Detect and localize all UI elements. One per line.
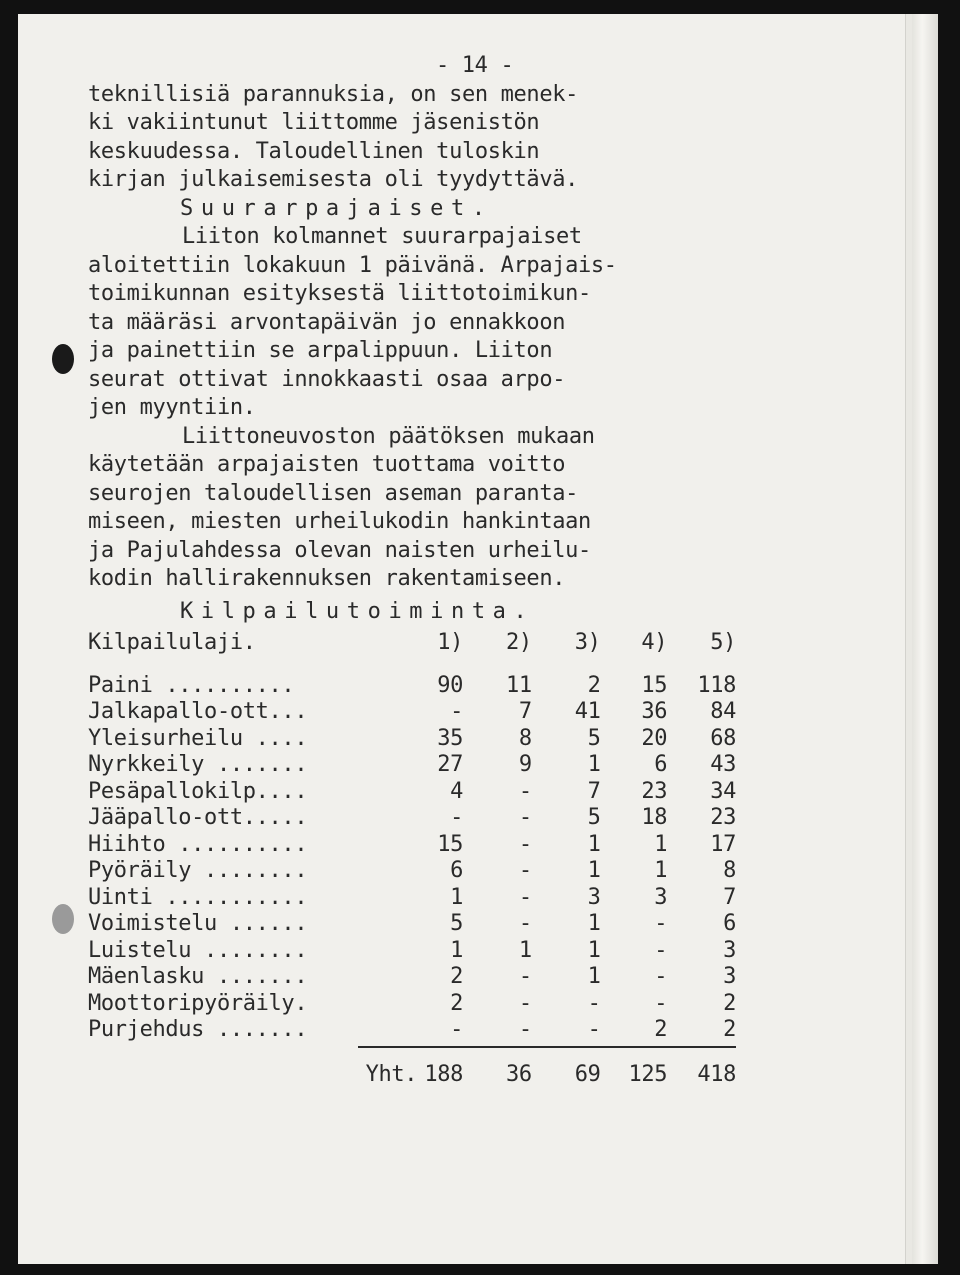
competition-table	[88, 630, 736, 1088]
value-cell: -	[587, 990, 601, 1016]
total-col-4: 125	[628, 1061, 668, 1087]
table-row	[88, 858, 736, 885]
value-cell: 17	[710, 831, 736, 857]
value-cell: 84	[710, 699, 736, 724]
text-line: Liittoneuvoston päätöksen mukaan	[182, 423, 595, 449]
header-col-3: 3)	[574, 630, 601, 655]
value-cell: 3	[654, 884, 668, 910]
table-row	[88, 938, 736, 965]
table-row	[88, 673, 736, 700]
table-row	[88, 911, 736, 938]
punch-hole	[52, 344, 74, 374]
header-col-5: 5)	[710, 630, 736, 655]
value-cell: 8	[723, 858, 736, 883]
table-row	[88, 726, 736, 753]
value-cell: 3	[723, 937, 736, 963]
table-row	[88, 699, 736, 726]
text-line: seurojen taloudellisen aseman paranta-	[88, 480, 579, 506]
value-cell: 18	[641, 805, 668, 830]
value-cell: 23	[641, 778, 668, 804]
table-row	[88, 779, 736, 806]
value-cell: -	[450, 805, 464, 830]
value-cell: 1	[587, 858, 601, 883]
total-col-1: 188	[424, 1061, 464, 1087]
section-heading-suurarpajaiset: Suurarpajaiset.	[180, 195, 493, 221]
value-cell: 5	[587, 725, 601, 751]
value-cell: 2	[450, 964, 464, 989]
header-col-2: 2)	[505, 630, 532, 655]
value-cell: -	[518, 778, 532, 804]
value-cell: 5	[450, 911, 464, 936]
value-cell: 27	[437, 752, 464, 777]
value-cell: 118	[697, 672, 736, 698]
value-cell: 36	[641, 699, 668, 724]
total-col-3: 69	[574, 1061, 601, 1087]
value-cell: 20	[641, 725, 668, 751]
value-cell: 23	[710, 805, 736, 830]
document-page	[18, 14, 938, 1264]
value-cell: -	[654, 911, 668, 936]
value-cell: 2	[723, 990, 736, 1016]
value-cell: 2	[450, 990, 464, 1016]
value-cell: -	[654, 990, 668, 1016]
value-cell: -	[518, 911, 532, 936]
value-cell: 35	[437, 725, 464, 751]
header-label: Kilpailulaji.	[88, 630, 256, 655]
text-line: toimikunnan esityksestä liittotoimikun-	[88, 281, 591, 306]
value-cell: -	[587, 1017, 601, 1042]
text-line: ki vakiintunut liittomme jäsenistön	[88, 110, 540, 135]
sport-name-cell: Voimistelu ......	[88, 911, 308, 936]
sport-name-cell: Jääpallo-ott.....	[88, 805, 308, 830]
value-cell: -	[654, 937, 668, 963]
value-cell: 3	[587, 884, 601, 910]
text-line: aloitettiin lokakuun 1 päivänä. Arpajais-	[88, 252, 617, 278]
table-row	[88, 964, 736, 991]
total-label: Yht.	[365, 1061, 418, 1087]
text-line: kirjan julkaisemisesta oli tyydyttävä.	[88, 167, 579, 192]
table-row	[88, 832, 736, 859]
text-line: ta määräsi arvontapäivän jo ennakkoon	[88, 309, 566, 335]
paatos-paragraph	[88, 423, 736, 594]
intro-paragraph	[88, 81, 736, 195]
value-cell: -	[518, 1017, 532, 1042]
value-cell: 5	[587, 805, 601, 830]
value-cell: 7	[518, 699, 532, 724]
sport-name-cell: Jalkapallo-ott...	[88, 699, 308, 724]
sport-name-cell: Hiihto ..........	[88, 831, 308, 857]
value-cell: -	[518, 990, 532, 1016]
sport-name-cell: Moottoripyöräily.	[88, 990, 308, 1016]
arpajaiset-paragraph	[88, 223, 736, 423]
value-cell: 2	[587, 672, 601, 698]
punch-hole	[52, 904, 74, 934]
table-header-row	[88, 630, 736, 673]
sport-name-cell: Yleisurheilu ....	[88, 725, 308, 751]
text-line: ja painettiin se arpalippuun. Liiton	[88, 338, 553, 363]
value-cell: 9	[518, 752, 532, 777]
text-line: ja Pajulahdessa olevan naisten urheilu-	[88, 537, 591, 563]
page-number: - 14 -	[436, 53, 514, 78]
value-cell: 7	[587, 778, 601, 804]
text-line: käytetään arpajaisten tuottama voitto	[88, 452, 566, 477]
value-cell: -	[518, 858, 532, 883]
value-cell: 90	[437, 672, 464, 698]
table-row	[88, 805, 736, 832]
value-cell: 34	[710, 778, 736, 804]
text-line: kodin hallirakennuksen rakentamiseen.	[88, 566, 566, 591]
sport-name-cell: Paini ..........	[88, 672, 295, 698]
value-cell: 1	[450, 937, 464, 963]
text-line: seurat ottivat innokkaasti osaa arpo-	[88, 366, 566, 392]
value-cell: 1	[654, 831, 668, 857]
value-cell: 1	[587, 752, 601, 777]
text-line: jen myyntiin.	[88, 395, 256, 420]
value-cell: 1	[518, 937, 532, 963]
value-cell: -	[450, 699, 464, 724]
value-cell: -	[450, 1017, 464, 1042]
header-col-1: 1)	[437, 630, 464, 655]
table-row	[88, 885, 736, 912]
sport-name-cell: Pyöräily ........	[88, 858, 308, 883]
value-cell: 4	[450, 778, 464, 804]
page-edge-inner	[905, 14, 912, 1264]
sport-name-cell: Mäenlasku .......	[88, 964, 308, 989]
value-cell: 15	[641, 672, 668, 698]
value-cell: -	[518, 805, 532, 830]
total-col-5: 418	[697, 1061, 736, 1087]
value-cell: 6	[654, 752, 668, 777]
sport-name-cell: Nyrkkeily .......	[88, 752, 308, 777]
value-cell: 68	[710, 725, 736, 751]
table-total-row	[88, 1048, 736, 1089]
sport-name-cell: Pesäpallokilp....	[88, 778, 308, 804]
value-cell: 2	[654, 1017, 668, 1042]
sport-name-cell: Uinti ...........	[88, 884, 308, 910]
text-line: keskuudessa. Taloudellinen tuloskin	[88, 138, 540, 164]
value-cell: 43	[710, 752, 736, 777]
page-edge	[911, 14, 938, 1264]
text-line: Liiton kolmannet suurarpajaiset	[182, 224, 582, 249]
value-cell: 1	[587, 937, 601, 963]
text-line: miseen, miesten urheilukodin hankintaan	[88, 509, 591, 534]
sport-name-cell: Luistelu ........	[88, 937, 308, 963]
value-cell: 41	[574, 699, 601, 724]
value-cell: 6	[450, 858, 464, 883]
value-cell: 1	[587, 831, 601, 857]
value-cell: 3	[723, 964, 736, 989]
value-cell: -	[518, 884, 532, 910]
value-cell: 11	[505, 672, 532, 698]
table-row	[88, 752, 736, 779]
header-col-4: 4)	[641, 630, 668, 655]
sport-name-cell: Purjehdus .......	[88, 1017, 308, 1042]
value-cell: 15	[437, 831, 464, 857]
total-col-2: 36	[505, 1061, 532, 1087]
value-cell: 8	[518, 725, 532, 751]
value-cell: 7	[723, 884, 736, 910]
table-row	[88, 991, 736, 1018]
table-row	[88, 1017, 736, 1044]
value-cell: 1	[587, 911, 601, 936]
value-cell: 6	[723, 911, 736, 936]
value-cell: -	[654, 964, 668, 989]
typed-text-body	[88, 52, 736, 1088]
value-cell: 2	[723, 1017, 736, 1042]
value-cell: 1	[587, 964, 601, 989]
text-line: teknillisiä parannuksia, on sen menek-	[88, 81, 579, 107]
value-cell: -	[518, 964, 532, 989]
value-cell: 1	[654, 858, 668, 883]
value-cell: 1	[450, 884, 464, 910]
section-heading-kilpailutoiminta: Kilpailutoiminta.	[180, 598, 535, 624]
value-cell: -	[518, 831, 532, 857]
